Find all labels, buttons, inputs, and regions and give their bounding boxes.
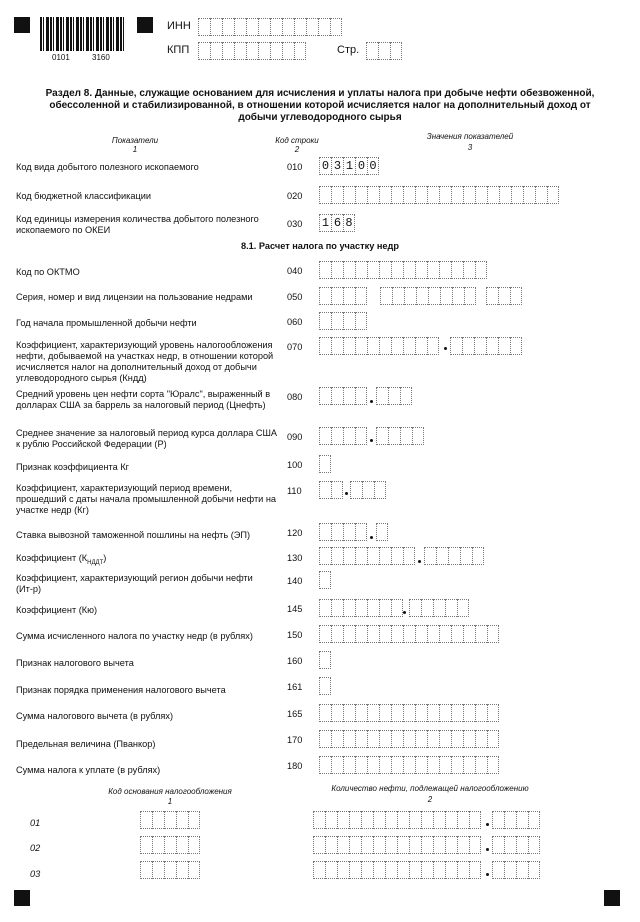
column-header-indicators: Показатели — [111, 136, 159, 145]
row-160-field[interactable] — [319, 651, 331, 669]
row-140-field[interactable] — [319, 571, 331, 589]
row-120-label: Ставка вывозной таможенной пошлины на нефть (ЭП) — [16, 530, 251, 540]
row-120-int-field[interactable] — [319, 523, 367, 541]
row-160-code: 160 — [287, 656, 303, 666]
row-010-label: Код вида добытого полезного ископаемого — [16, 162, 199, 172]
row-050-label: Серия, номер и вид лицензии на пользование недрами — [16, 292, 253, 302]
corner-marker-bottom-left — [14, 890, 30, 906]
row-020-field[interactable] — [319, 186, 559, 204]
row-140-label: Коэффициент, характеризующий регион добычи нефти (Ит-р) — [16, 573, 253, 594]
row-161-field[interactable] — [319, 677, 331, 695]
row-170-label: Предельная величина (Пванкор) — [16, 739, 156, 749]
section-title: Раздел 8. Данные, служащие основанием для исчисления и уплаты налога при добыче нефти обезвоженной, обессоленной и стабилизированной, в отношении которой исчисляется налог на дополнительный доход от добычи углеводородного сырья — [45, 88, 595, 123]
barcode — [40, 17, 126, 51]
row-150-field[interactable] — [319, 625, 499, 643]
row-040-code: 040 — [287, 266, 303, 276]
row-020-code: 020 — [287, 191, 303, 201]
row-040-label: Код по ОКТМО — [16, 267, 80, 277]
row-120-decimal-point — [370, 536, 373, 539]
row-170-code: 170 — [287, 735, 303, 745]
row-110-label: Коэффициент, характеризующий период времени, прошедший с даты начала промышленной добычи нефти на участке недр (Кг) — [16, 483, 277, 515]
barcode-number-right: 3160 — [92, 53, 110, 62]
corner-marker-top-mid — [137, 17, 153, 33]
bottom-row-01-label: 01 — [30, 818, 41, 828]
row-030-label: Код единицы измерения количества добытого полезного ископаемого по ОКЕИ — [16, 214, 259, 235]
bottom-header-oil-quantity-num: 2 — [427, 795, 433, 804]
column-header-values: Значения показателей — [426, 132, 514, 141]
row-100-code: 100 — [287, 460, 303, 470]
row-070-decimal-point — [444, 347, 447, 350]
row-130-label — [16, 553, 271, 569]
bottom-header-basis-code: Код основания налогообложения — [108, 787, 232, 796]
row-120-frac-field[interactable] — [376, 523, 388, 541]
barcode-number-left: 0101 — [52, 53, 70, 62]
bottom-header-basis-code-num: 1 — [167, 797, 173, 806]
row-080-code: 080 — [287, 392, 303, 402]
row-010-field[interactable]: 0 3 1 0 0 — [319, 157, 379, 175]
row-080-frac-field[interactable] — [376, 387, 412, 405]
row-050-series-field[interactable] — [319, 287, 367, 305]
row-050-code: 050 — [287, 292, 303, 302]
row-100-label: Признак коэффициента Кг — [16, 462, 130, 472]
row-050-number-field[interactable] — [380, 287, 476, 305]
row-165-field[interactable] — [319, 704, 499, 722]
row-040-field[interactable] — [319, 261, 487, 279]
corner-marker-top-left — [14, 17, 30, 33]
bottom-row-01-int-field[interactable] — [313, 811, 481, 829]
bottom-row-02-decimal-point — [486, 848, 489, 851]
inn-label: ИНН — [167, 20, 191, 32]
row-030-code: 030 — [287, 219, 303, 229]
row-145-code: 145 — [287, 604, 303, 614]
row-180-label: Сумма налога к уплате (в рублях) — [16, 765, 161, 775]
column-header-values-num: 3 — [467, 143, 473, 152]
row-170-field[interactable] — [319, 730, 499, 748]
bottom-row-01-frac-field[interactable] — [492, 811, 540, 829]
subsection-title: 8.1. Расчет налога по участку недр — [241, 241, 399, 251]
bottom-row-02-label: 02 — [30, 843, 41, 853]
bottom-header-oil-quantity: Количество нефти, подлежащей налогообложению — [331, 784, 529, 793]
column-header-line-code-num: 2 — [294, 145, 300, 154]
row-161-code: 161 — [287, 682, 303, 692]
page-field[interactable] — [366, 42, 402, 60]
row-100-field[interactable] — [319, 455, 331, 473]
inn-field[interactable] — [198, 18, 342, 36]
row-110-code: 110 — [287, 486, 302, 496]
row-070-label: Коэффициент, характеризующий уровень налогообложения нефти, добываемой на участках недр, в отношении которой исчисляется налог на дополнительный доход от добычи углеводородного сырья (Кндд) — [16, 340, 274, 383]
bottom-row-01-decimal-point — [486, 823, 489, 826]
row-130-label-end: ) — [103, 553, 107, 563]
row-090-code: 090 — [287, 432, 303, 442]
bottom-row-02-frac-field[interactable] — [492, 836, 540, 854]
row-080-label: Средний уровень цен нефти сорта "Юралс", выраженный в долларах США за баррель за налоговый период (Цнефть) — [16, 389, 271, 410]
row-090-label: Среднее значение за налоговый период курса доллара США к рублю Российской Федерации (Р) — [16, 428, 278, 449]
row-090-decimal-point — [370, 439, 373, 442]
row-180-field[interactable] — [319, 756, 499, 774]
row-060-code: 060 — [287, 317, 303, 327]
row-180-code: 180 — [287, 761, 303, 771]
row-120-code: 120 — [287, 528, 303, 538]
bottom-row-02-int-field[interactable] — [313, 836, 481, 854]
page-label: Стр. — [337, 44, 360, 56]
corner-marker-bottom-right — [604, 890, 620, 906]
row-130-decimal-point — [418, 560, 421, 563]
bottom-row-03-frac-field[interactable] — [492, 861, 540, 879]
bottom-row-03-label: 03 — [30, 869, 41, 879]
row-161-label: Признак порядка применения налогового вычета — [16, 685, 226, 695]
row-130-label-text: Коэффициент (К — [16, 553, 88, 563]
row-130-label-subscript: НДДТ — [87, 559, 104, 566]
row-145-frac-field[interactable] — [409, 599, 469, 617]
row-090-frac-field[interactable] — [376, 427, 424, 445]
row-010-code: 010 — [287, 162, 303, 172]
row-070-frac-field[interactable] — [450, 337, 522, 355]
row-060-field[interactable] — [319, 312, 367, 330]
bottom-row-03-decimal-point — [486, 873, 489, 876]
row-165-label: Сумма налогового вычета (в рублях) — [16, 711, 174, 721]
row-060-label: Год начала промышленной добычи нефти — [16, 318, 197, 328]
column-header-line-code: Код строки — [275, 136, 319, 145]
row-090-int-field[interactable] — [319, 427, 367, 445]
row-050-type-field[interactable] — [486, 287, 522, 305]
row-145-label: Коэффициент (Кю) — [16, 605, 98, 615]
row-070-int-field[interactable] — [319, 337, 439, 355]
row-020-label: Код бюджетной классификации — [16, 191, 151, 201]
row-160-label: Признак налогового вычета — [16, 658, 134, 668]
row-070-code: 070 — [287, 342, 303, 352]
row-150-code: 150 — [287, 630, 303, 640]
column-header-indicators-num: 1 — [132, 145, 138, 154]
row-080-decimal-point — [370, 400, 373, 403]
kpp-label: КПП — [167, 44, 190, 56]
row-130-code: 130 — [287, 553, 303, 563]
kpp-field[interactable] — [198, 42, 306, 60]
bottom-row-03-basis-field[interactable] — [140, 861, 200, 879]
row-080-int-field[interactable] — [319, 387, 367, 405]
row-150-label: Сумма исчисленного налога по участку недр (в рублях) — [16, 631, 253, 641]
bottom-row-02-basis-field[interactable] — [140, 836, 200, 854]
row-130-int-field[interactable] — [319, 547, 415, 565]
row-130-frac-field[interactable] — [424, 547, 484, 565]
row-140-code: 140 — [287, 576, 303, 586]
row-110-decimal-point — [345, 492, 348, 495]
row-145-decimal-point — [403, 611, 406, 614]
row-030-field[interactable]: 1 6 8 — [319, 214, 355, 232]
row-110-frac-field[interactable] — [350, 481, 386, 499]
row-110-int-field[interactable] — [319, 481, 343, 499]
row-165-code: 165 — [287, 709, 303, 719]
bottom-row-01-basis-field[interactable] — [140, 811, 200, 829]
bottom-row-03-int-field[interactable] — [313, 861, 481, 879]
row-145-int-field[interactable] — [319, 599, 403, 617]
